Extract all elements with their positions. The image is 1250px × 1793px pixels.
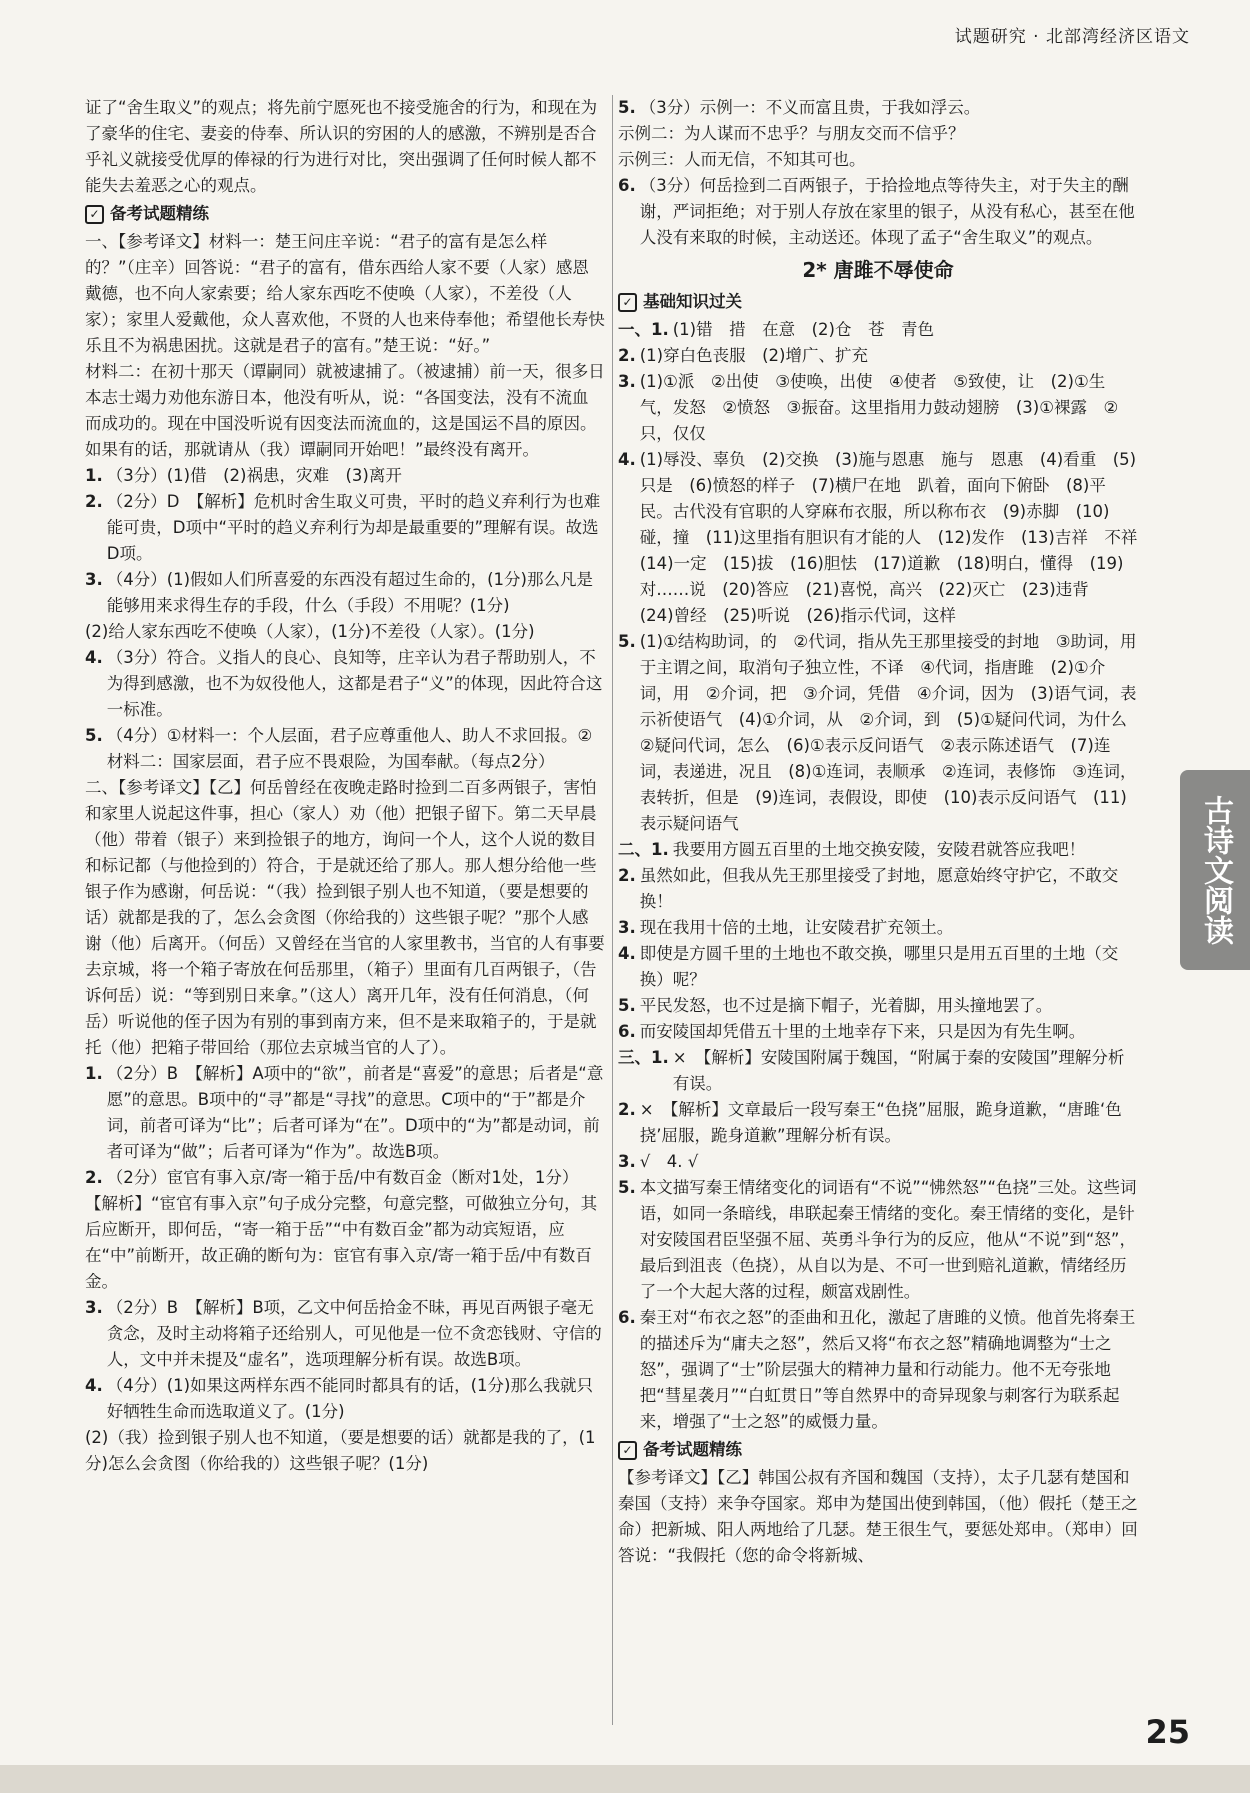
page-number: 25 (1145, 1713, 1190, 1751)
answer-item (618, 173, 1138, 251)
answer-item (85, 619, 605, 645)
item-text: （3分）(1)借 (2)祸患，灾难 (3)离开 (106, 466, 402, 485)
item-text: （2分）D 【解析】危机时舍生取义可贵，平时的趋义弃利行为也难能可贵，D项中“平时的趋义弃利行为却是最重要的”理解有误。故选D项。 (106, 492, 601, 563)
answer-item (618, 147, 1138, 173)
answer-item (618, 369, 1138, 447)
answer-item (85, 723, 605, 775)
answer-item (85, 1061, 605, 1165)
answer-item (85, 95, 605, 199)
item-text: 我要用方圆五百里的土地交换安陵，安陵君就答应我吧！ (672, 840, 1086, 859)
answer-item (618, 915, 1138, 941)
item-number: 3. (618, 1152, 636, 1171)
item-text: (1)错 措 在意 (2)仓 苍 青色 (672, 320, 934, 339)
answer-item (618, 863, 1138, 915)
item-text: 【参考译文】【乙】韩国公叔有齐国和魏国（支持），太子几瑟有楚国和秦国（支持）来争夺国家。郑申为楚国出使到韩国，（他）假托（楚王之命）把新城、阳人两地给了几瑟。楚王很生气，要惩处郑申。（郑申）回答说：“我假托（您的命令将新城、 (618, 1468, 1138, 1565)
answer-item (618, 629, 1144, 837)
item-text: 即使是方圆千里的土地也不敢交换，哪里只是用五百里的土地（交换）呢？ (639, 944, 1119, 989)
answer-item (85, 1295, 605, 1373)
item-number: 一、1. (618, 320, 669, 339)
item-text: (1)①派 ②出使 ③使唤，出使 ④使者 ⑤致使，让 (2)①生气，发怒 ②愤怒 ③振奋。这里指用力鼓动翅膀 (3)①裸露 ②只，仅仅 (639, 372, 1119, 443)
answer-item (618, 941, 1138, 993)
item-text: 示例三：人而无信，不知其可也。 (618, 150, 866, 169)
item-text: √ 4. √ (639, 1152, 699, 1171)
item-text: (1)穿白色丧服 (2)增广、扩充 (639, 346, 868, 365)
answer-item (618, 317, 1138, 343)
item-text: (2)给人家东西吃不使唤（人家），(1分)不差役（人家）。(1分) (85, 622, 535, 641)
answer-item (85, 645, 605, 723)
answer-item (618, 1305, 1138, 1435)
item-number: 2. (618, 1100, 636, 1119)
item-number: 3. (618, 918, 636, 937)
checkbox-icon: ✓ (618, 1441, 637, 1460)
item-text: × 【解析】文章最后一段写秦王“色挠”屈服，跪身道歉，“唐雎‘色挠’屈服，跪身道歉”理解分析有误。 (639, 1100, 1122, 1145)
item-number: 二、1. (618, 840, 669, 859)
item-text: 虽然如此，但我从先王那里接受了封地，愿意始终守护它，不敢交换！ (639, 866, 1119, 911)
item-text: 现在我用十倍的土地，让安陵君扩充领土。 (639, 918, 954, 937)
item-text: （3分）符合。义指人的良心、良知等，庄辛认为君子帮助别人，不为得到感激，也不为奴役他人，这都是君子“义”的体现，因此符合这一标准。 (106, 648, 603, 719)
item-number: 3. (618, 372, 636, 391)
answer-item (618, 837, 1138, 863)
answer-item (85, 567, 605, 619)
answer-item (85, 463, 605, 489)
item-text: 二、【参考译文】【乙】何岳曾经在夜晚走路时捡到二百多两银子，害怕和家里人说起这件事，担心（家人）劝（他）把银子留下。第二天早晨（他）带着（银子）来到捡银子的地方，询问一个人，这个人说的数目和标记都（与他捡到的）符合，于是就还给了那人。那人想分给他一些银子作为感谢，何岳说：“（我）捡到银子别人也不知道，（要是想要的话）就都是我的了，怎么会贪图（你给我的）这些银子呢？”那个人感谢（他）后离开。（何岳）又曾经在当官的人家里教书，当官的人有事要去京城，将一个箱子寄放在何岳那里，（箱子）里面有几百两银子，（告诉何岳）说：“等到别日来拿。”（这人）离开几年，没有任何消息，（何岳）听说他的侄子因为有别的事到南方来，但不是来取箱子的，于是就托（他）把箱子带回给（那位去京城当官的人了）。 (85, 778, 605, 1057)
answer-item (618, 121, 1138, 147)
item-text: 而安陵国却凭借五十里的土地幸存下来，只是因为有先生啊。 (639, 1022, 1086, 1041)
item-text: 本文描写秦王情绪变化的词语有“不说”“怫然怒”“色挠”三处。这些词语，如同一条暗线，串联起秦王情绪的变化。秦王情绪的变化，是针对安陵国君臣坚强不屈、英勇斗争行为的反应，他从“不说”到“怒”，最后到沮丧（色挠），从自以为是、不可一世到赔礼道歉，情绪经历了一个大起大落的过程，颇富戏剧性。 (639, 1178, 1137, 1301)
item-text: （4分）①材料一：个人层面，君子应尊重他人、助人不求回报。②材料二：国家层面，君子应不畏艰险，为国奉献。（每点2分） (106, 726, 593, 771)
answer-item (85, 1165, 605, 1191)
answer-item (618, 1465, 1138, 1569)
answer-item (618, 447, 1154, 629)
item-text: 示例二：为人谋而不忠乎？与朋友交而不信乎？ (618, 124, 965, 143)
item-number: 6. (618, 176, 636, 195)
section-heading (618, 289, 1138, 315)
item-number: 4. (618, 944, 636, 963)
item-text: (1)①结构助词，的 ②代词，指从先王那里接受的封地 ③助词，用于主谓之间，取消句子独立性，不译 ④代词，指唐雎 (2)①介词，用 ②介词，把 ③介词，凭借 ④介词，因为 (3)语气词，表示祈使语气 (4)①介词，从 ②介词，到 (5)①疑问代词，为什么 ②疑问代词，怎么 (6)①表示反问语气 ②表示陈述语气 (7)连词，表递进，况且 (8)①连词，表顺承 ②连词，表修饰 ③连词，表转折，但是 (9)连词，表假设，即使 (10)表示反问语气 (11)表示疑问语气 (639, 632, 1144, 833)
item-number: 1. (85, 466, 103, 485)
item-number: 6. (618, 1308, 636, 1327)
section-heading-text: 备考试题精练 (110, 204, 209, 223)
item-number: 2. (618, 346, 636, 365)
page-header: 试题研究 · 北部湾经济区语文 (954, 27, 1190, 47)
item-number: 2. (85, 1168, 103, 1187)
item-text: 【解析】“宦官有事入京”句子成分完整，句意完整，可做独立分句，其后应断开，即何岳，“寄一箱于岳”“中有数百金”都为动宾短语，应在“中”前断开，故正确的断句为：宦官有事入京/寄一箱于岳/中有数百金。 (85, 1194, 598, 1291)
section-heading-text: 基础知识过关 (643, 292, 742, 311)
section-heading (85, 201, 605, 227)
answer-item (85, 1425, 605, 1477)
checkbox-icon: ✓ (85, 205, 104, 224)
answer-item (618, 343, 1138, 369)
lesson-title: 2* 唐雎不辱使命 (802, 258, 954, 282)
item-text: × 【解析】安陵国附属于魏国，“附属于秦的安陵国”理解分析有误。 (672, 1048, 1125, 1093)
column-divider (612, 95, 613, 1725)
item-number: 5. (618, 1178, 636, 1197)
right-column (618, 95, 1154, 1569)
item-text: （4分）(1)假如人们所喜爱的东西没有超过生命的，(1分)那么凡是能够用来求得生存的手段，什么（手段）不用呢？(1分) (106, 570, 593, 615)
answer-item (85, 359, 605, 463)
item-number: 4. (618, 450, 636, 469)
answer-item (618, 1149, 1138, 1175)
item-number: 2. (85, 492, 103, 511)
answer-item (85, 1373, 605, 1425)
section-heading (618, 1437, 1138, 1463)
answer-item (85, 229, 605, 359)
item-text: （3分）示例一：不义而富且贵，于我如浮云。 (639, 98, 981, 117)
checkbox-icon: ✓ (618, 293, 637, 312)
section-heading-text: 备考试题精练 (643, 1440, 742, 1459)
answer-item (618, 1045, 1138, 1097)
item-number: 2. (618, 866, 636, 885)
left-column (85, 95, 605, 1477)
answer-item (618, 1097, 1138, 1149)
item-number: 5. (618, 632, 636, 651)
item-number: 3. (85, 1298, 103, 1317)
answer-item (85, 775, 605, 1061)
answer-item (618, 993, 1138, 1019)
item-number: 5. (618, 98, 636, 117)
item-text: （3分）何岳捡到二百两银子，于拾捡地点等待失主，对于失主的酬谢，严词拒绝；对于别人存放在家里的银子，从没有私心，甚至在他人没有来取的时候，主动送还。体现了孟子“舍生取义”的观点。 (639, 176, 1135, 247)
item-text: 证了“舍生取义”的观点；将先前宁愿死也不接受施舍的行为，和现在为了豪华的住宅、妻妾的侍奉、所认识的穷困的人的感激，不辨别是否合乎礼义就接受优厚的俸禄的行为进行对比，突出强调了任何时候人都不能失去羞恶之心的观点。 (85, 98, 598, 195)
item-number: 1. (85, 1064, 103, 1083)
answer-item (85, 489, 605, 567)
answer-item (618, 1175, 1138, 1305)
item-text: 秦王对“布衣之怒”的歪曲和丑化，激起了唐雎的义愤。他首先将秦王的描述斥为“庸夫之怒”，然后又将“布衣之怒”精确地调整为“士之怒”，强调了“士”阶层强大的精神力量和行动能力。他不无夸张地把“彗星袭月”“白虹贯日”等自然界中的奇异现象与刺客行为联系起来，增强了“士之怒”的威慑力量。 (639, 1308, 1136, 1431)
item-number: 6. (618, 1022, 636, 1041)
item-number: 3. (85, 570, 103, 589)
section-side-tab: 古诗文阅读 (1180, 770, 1250, 970)
item-text: （2分）B 【解析】B项，乙文中何岳拾金不昧，再见百两银子毫无贪念，及时主动将箱子还给别人，可见他是一位不贪恋钱财、守信的人，文中并未提及“虚名”，选项理解分析有误。故选B项。 (106, 1298, 602, 1369)
item-number: 4. (85, 1376, 103, 1395)
item-text: (1)辱没、辜负 (2)交换 (3)施与恩惠 施与 恩惠 (4)看重 (5)只是 (6)愤怒的样子 (7)横尸在地 趴着，面向下俯卧 (8)平民。古代没有官职的人穿麻布衣服，所以称布衣 (9)赤脚 (10)碰，撞 (11)这里指有胆识有才能的人 (12)发作 (13)吉祥 不祥 (14)一定 (15)拔 (16)胆怯 (17)道歉 (18)明白，懂得 (19)对……说 (20)答应 (21)喜悦，高兴 (22)灭亡 (23)违背 (24)曾经 (25)听说 (26)指示代词，这样 (639, 450, 1154, 625)
bottom-bar (0, 1765, 1250, 1793)
item-text: (2)（我）捡到银子别人也不知道，（要是想要的话）就都是我的了，(1分)怎么会贪图（你给我的）这些银子呢？(1分) (85, 1428, 596, 1473)
item-text: （4分）(1)如果这两样东西不能同时都具有的话，(1分)那么我就只好牺牲生命而选取道义了。(1分) (106, 1376, 593, 1421)
item-text: 材料二：在初十那天（谭嗣同）就被逮捕了。（被逮捕）前一天，很多日本志士竭力劝他东游日本，他没有听从，说：“各国变法，没有不流血而成功的。现在中国没听说有因变法而流血的，这是国运不昌的原因。如果有的话，那就请从（我）谭嗣同开始吧！”最终没有离开。 (85, 362, 605, 459)
item-number: 4. (85, 648, 103, 667)
answer-item (618, 1019, 1138, 1045)
item-text: 一、【参考译文】材料一：楚王问庄辛说：“君子的富有是怎么样的？”（庄辛）回答说：“君子的富有，借东西给人家不要（人家）感恩戴德，也不向人家索要；给人家东西吃不使唤（人家），不差役（人家）；家里人爱戴他，众人喜欢他，不贤的人也来侍奉他；希望他长寿快乐且不为祸患困扰。这就是君子的富有。”楚王说：“好。” (85, 232, 605, 355)
item-text: （2分）B 【解析】A项中的“欲”，前者是“喜爱”的意思；后者是“意愿”的意思。B项中的“寻”都是“寻找”的意思。C项中的“于”都是介词，前者可译为“比”；后者可译为“在”。D项中的“为”都是动词，前者可译为“做”；后者可译为“作为”。故选B项。 (106, 1064, 604, 1161)
item-text: （2分）宦官有事入京/寄一箱于岳/中有数百金（断对1处，1分） (106, 1168, 579, 1187)
answer-item (85, 1191, 605, 1295)
item-text: 平民发怒，也不过是摘下帽子，光着脚，用头撞地罢了。 (639, 996, 1053, 1015)
item-number: 三、1. (618, 1048, 669, 1067)
item-number: 5. (85, 726, 103, 745)
answer-item (618, 95, 1138, 121)
item-number: 5. (618, 996, 636, 1015)
